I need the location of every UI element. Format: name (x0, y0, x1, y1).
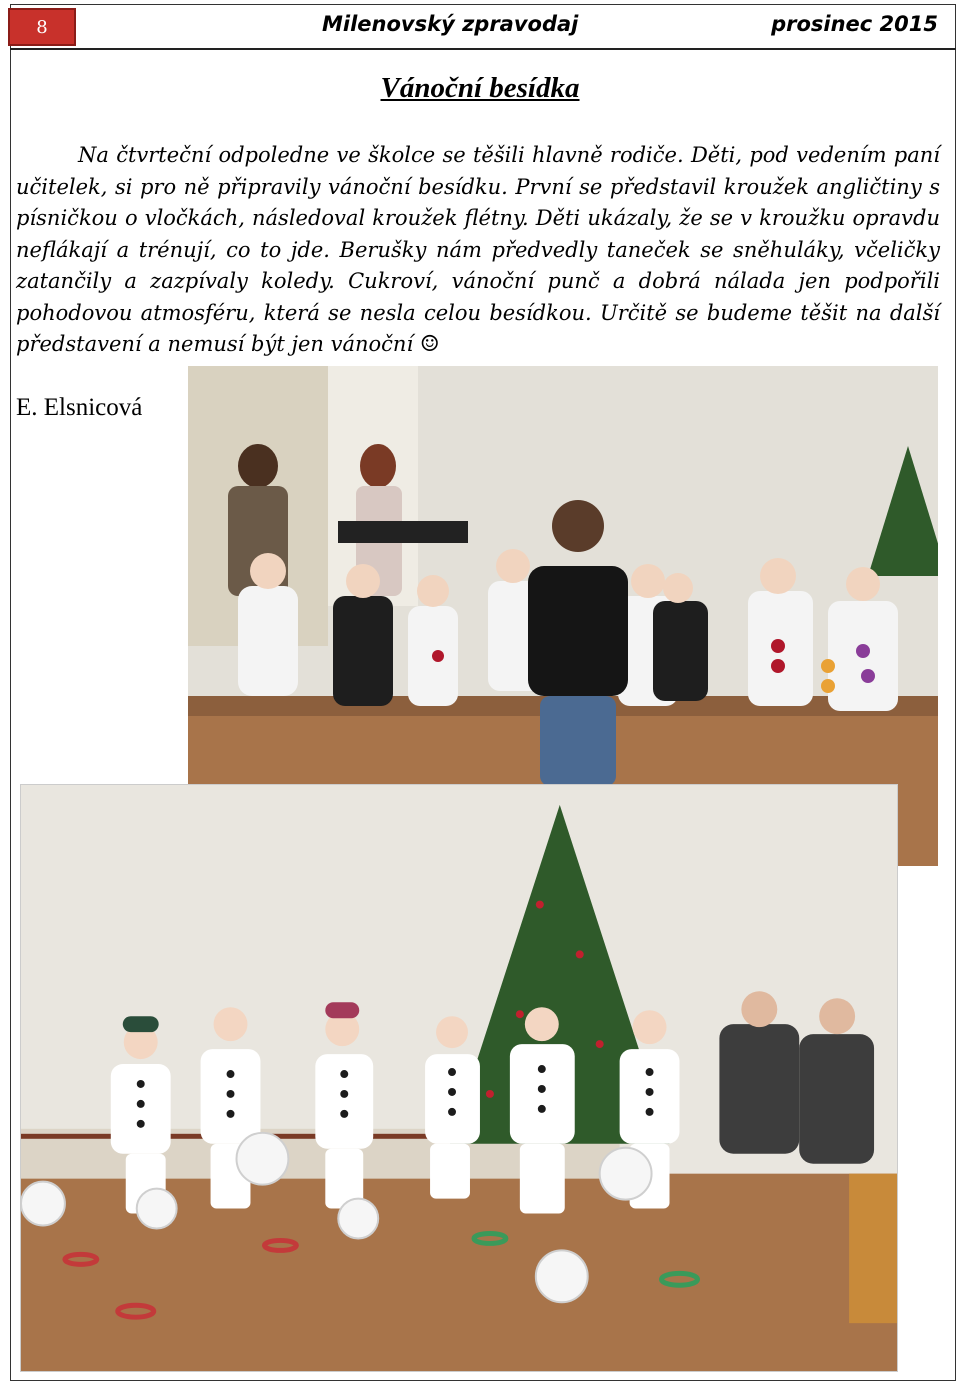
photo-snowman-dance (20, 784, 898, 1372)
article-title: Vánoční besídka (380, 72, 580, 104)
article-author: E. Elsnicová (16, 394, 143, 421)
article-body (16, 140, 940, 361)
issue-date: prosinec 2015 (771, 12, 938, 36)
header-rule (10, 48, 956, 50)
photo-snowman-dance-illustration (21, 785, 897, 1371)
page-number: 8 (8, 8, 76, 46)
article-text: Na čtvrteční odpoledne ve školce se těšili hlavně rodiče. Děti, pod vedením paní učitelek, si pro ně připravily vánoční besídku. První se představil kroužek angličtiny s písničkou o vločkách, následoval kroužek flétny. Děti ukázaly, že se v kroužku opravdu neflákají a trénují, co to jde. Berušky nám předvedly taneček se sněhuláky, včeličky zatančily a zazpívaly koledy. Cukroví, vánoční punč a dobrá nálada jen podpořili pohodovou atmosféru, která se nesla celou besídkou. Určitě se budeme těšit na další představení a nemusí být jen vánoční (16, 143, 940, 356)
smiley-icon: ☺ (419, 332, 440, 357)
publication-title: Milenovský zpravodaj (322, 12, 579, 36)
